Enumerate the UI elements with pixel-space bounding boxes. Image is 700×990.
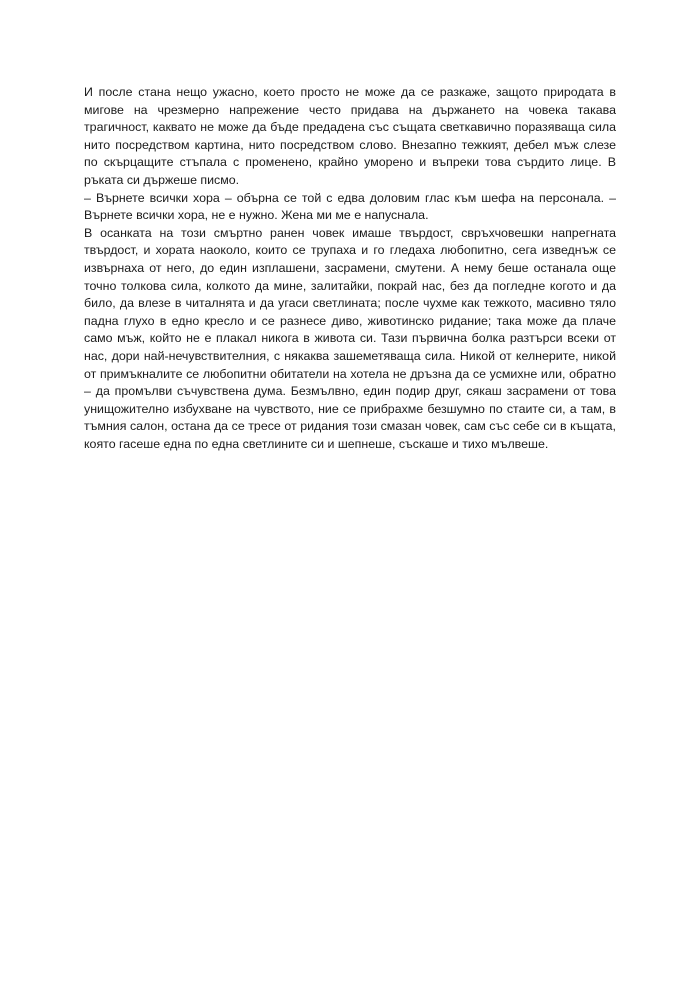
document-text-body: [84, 84, 616, 453]
paragraph-3: В осанката на този смъртно ранен човек имаше твърдост, свръхчовешки напрегната твърдост, и хората наоколо, които се трупаха и го гледаха любопитно, сега изведнъж се извърнаха от него, до един изплашени, засрамени, смутени. А нему беше останала още точно толкова сила, колкото да мине, залитайки, покрай нас, без да погледне когото и да било, да влезе в читалнята и да угаси светлината; после чухме как тежкото, масивно тяло падна глухо в едно кресло и се разнесе диво, животинско ридание; така може да плаче само мъж, който не е плакал никога в живота си. Тази първична болка разтърси всеки от нас, дори най-нечувствителния, с някаква зашеметяваща сила. Никой от келнерите, никой от примъкналите се любопитни обитатели на хотела не дръзна да се усмихне или, обратно – да промълви съчувствена дума. Безмълвно, един подир друг, сякаш засрамени от това унищожително избухване на чувството, ние се прибрахме безшумно по стаите си, а там, в тъмния салон, остана да се тресе от ридания този смазан човек, сам със себе си в къщата, която гасеше една по една светлините си и шепнеше, съскаше и тихо мълвеше.: [84, 225, 616, 451]
paragraph-1: И после стана нещо ужасно, което просто не може да се разкаже, защото природата в мигове на чрезмерно напрежение често придава на държането на човека такава трагичност, каквато не може да бъде предадена със същата светкавично поразяваща сила нито посредством картина, нито посредством слово. Внезапно тежкият, дебел мъж слезе по скърцащите стъпала с променено, крайно уморено и въпреки това сърдито лице. В ръката си държеше писмо.: [84, 85, 616, 187]
paragraph-2: – Върнете всички хора – обърна се той с едва доловим глас към шефа на персонала. – Върнете всички хора, не е нужно. Жена ми ме е напуснала.: [84, 190, 616, 223]
